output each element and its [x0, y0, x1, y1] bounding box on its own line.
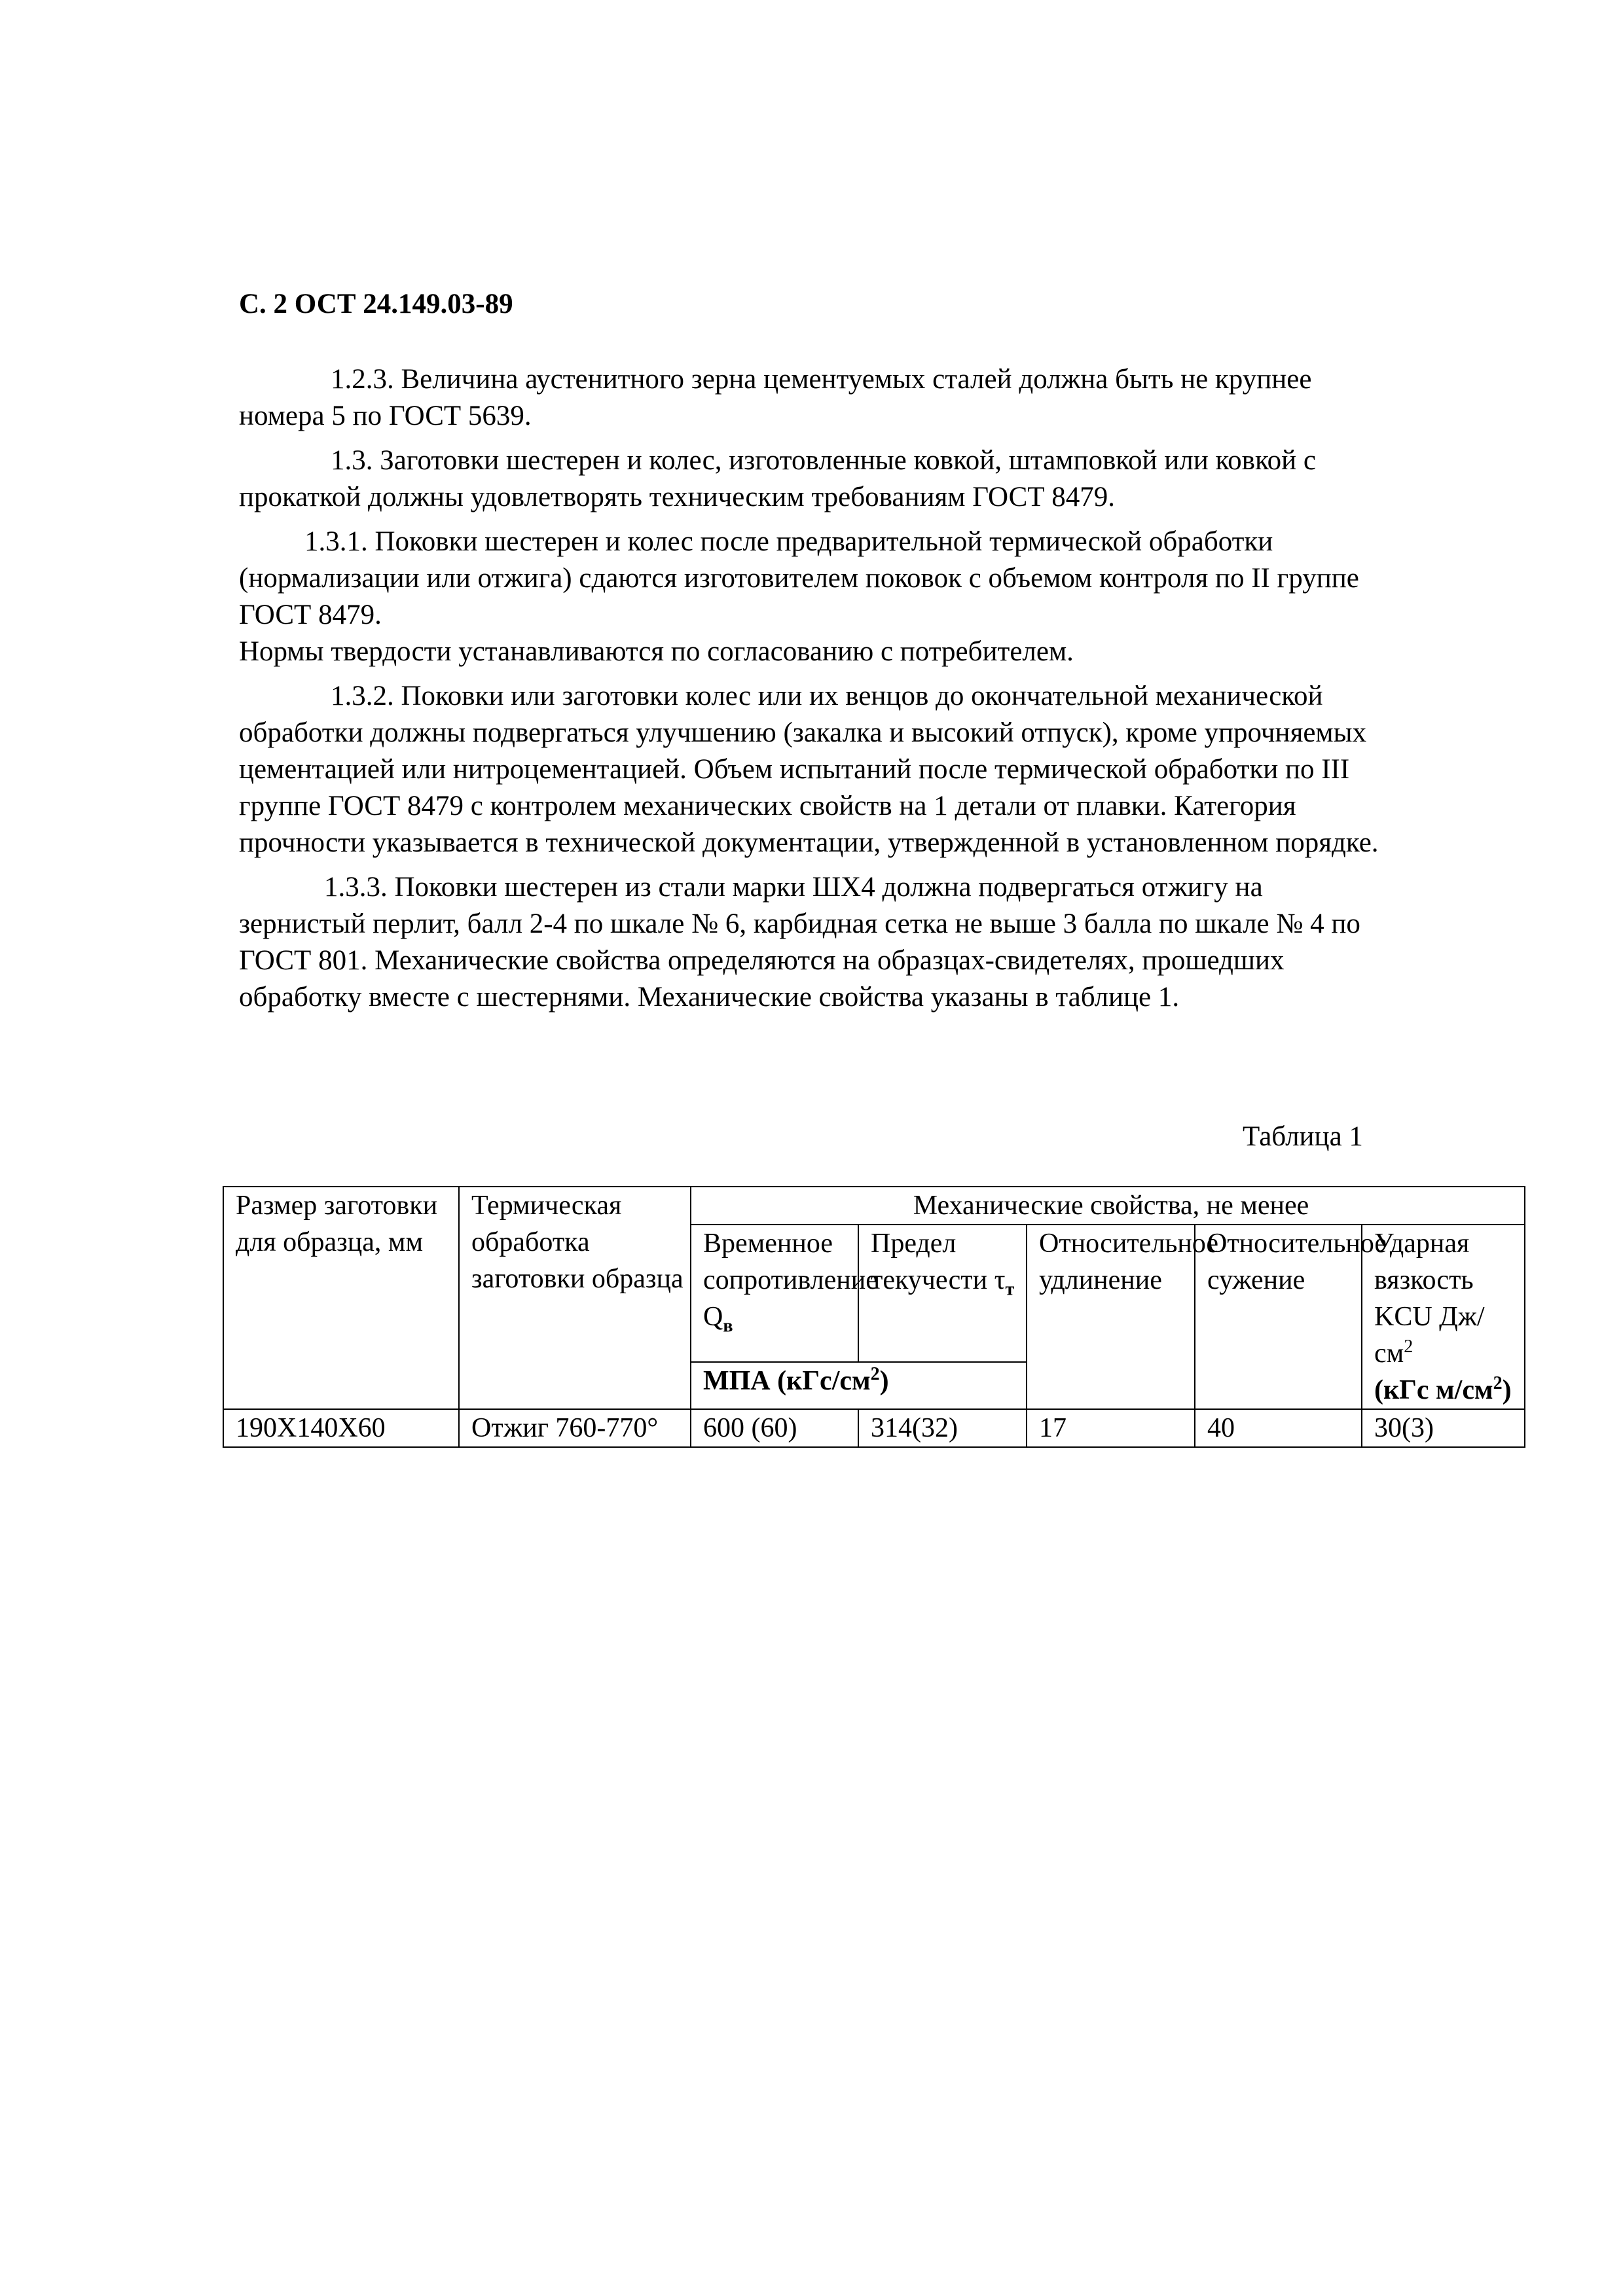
cell-yield-strength: 314(32)	[858, 1409, 1027, 1447]
header-size: Размер заготовки для образца, мм	[223, 1187, 459, 1409]
paragraph-1-2-3: 1.2.3. Величина аустенитного зерна цементуемых сталей должна быть не крупнее номера 5 по ГОСТ 5639.	[239, 364, 1312, 431]
header-elongation: Относительное удлинение	[1027, 1225, 1195, 1409]
header-heat-treatment: Термическая обработка заготовки образца	[459, 1187, 691, 1409]
yield-label: Предел текучести τ	[871, 1229, 1006, 1295]
impact-superscript: 2	[1404, 1336, 1413, 1357]
impact-alt-superscript: 2	[1493, 1373, 1503, 1393]
tensile-label: Временное сопротивление Q	[703, 1229, 878, 1332]
units-superscript: 2	[870, 1364, 880, 1385]
header-yield-strength	[858, 1225, 1027, 1362]
cell-reduction: 40	[1195, 1409, 1362, 1447]
cell-impact: 30(3)	[1362, 1409, 1525, 1447]
header-tensile-strength	[691, 1225, 878, 1362]
header-mech-properties: Механические свойства, не менее	[691, 1187, 1525, 1225]
header-reduction: Относительное сужение	[1195, 1225, 1362, 1409]
table-header-row-1	[223, 1187, 1525, 1225]
impact-alt-units	[1374, 1375, 1512, 1405]
cell-tensile-strength: 600 (60)	[691, 1409, 858, 1447]
cell-heat-treatment: Отжиг 760-770°	[459, 1409, 691, 1447]
body-text	[239, 361, 1391, 1024]
yield-subscript: т	[1005, 1279, 1015, 1300]
units-end: )	[879, 1366, 889, 1397]
header-impact	[1362, 1225, 1525, 1409]
cell-elongation: 17	[1027, 1409, 1195, 1447]
tensile-subscript: в	[723, 1316, 733, 1336]
table-row	[223, 1409, 1525, 1447]
impact-alt-label: (кГс м/см	[1374, 1375, 1493, 1405]
impact-alt-end: )	[1502, 1375, 1512, 1405]
paragraph-hardness: Нормы твердости устанавливаются по согласованию с потребителем.	[239, 636, 1074, 667]
impact-label: Ударная вязкость KCU Дж/см	[1374, 1229, 1485, 1369]
page-header: С. 2 ОСТ 24.149.03-89	[239, 289, 513, 319]
units-label: МПА (кГс/см	[703, 1366, 871, 1397]
mechanical-properties-table	[223, 1186, 1525, 1448]
paragraph-1-3-1: 1.3.1. Поковки шестерен и колес после предварительной термической обработки (нормализации или отжига) сдаются изготовителем поковок с объемом контроля по II группе ГОСТ 8479.	[239, 526, 1359, 630]
cell-size: 190X140X60	[223, 1409, 459, 1447]
paragraph-1-3-2: 1.3.2. Поковки или заготовки колес или их венцов до окончательной механической обработки должны подвергаться улучшению (закалка и высокий отпуск), кроме упрочняемых цементацией или нитроцементацией. Объем испытаний после термической обработки по III группе ГОСТ 8479 с контролем механических свойств на 1 детали от плавки. Категория прочности указывается в технической документации, утвержденной в установленном порядке.	[239, 681, 1379, 858]
table-caption: Таблица 1	[1243, 1121, 1363, 1152]
header-units	[691, 1362, 1027, 1409]
paragraph-1-3-3: 1.3.3. Поковки шестерен из стали марки ШХ4 должна подвергаться отжигу на зернистый перлит, балл 2-4 по шкале № 6, карбидная сетка не выше 3 балла по шкале № 4 по ГОСТ 801. Механические свойства определяются на образцах-свидетелях, прошедших обработку вместе с шестернями. Механические свойства указаны в таблице 1.	[239, 872, 1360, 1013]
paragraph-1-3: 1.3. Заготовки шестерен и колес, изготовленные ковкой, штамповкой или ковкой с прокаткой должны удовлетворять техническим требованиям ГОСТ 8479.	[239, 445, 1317, 512]
